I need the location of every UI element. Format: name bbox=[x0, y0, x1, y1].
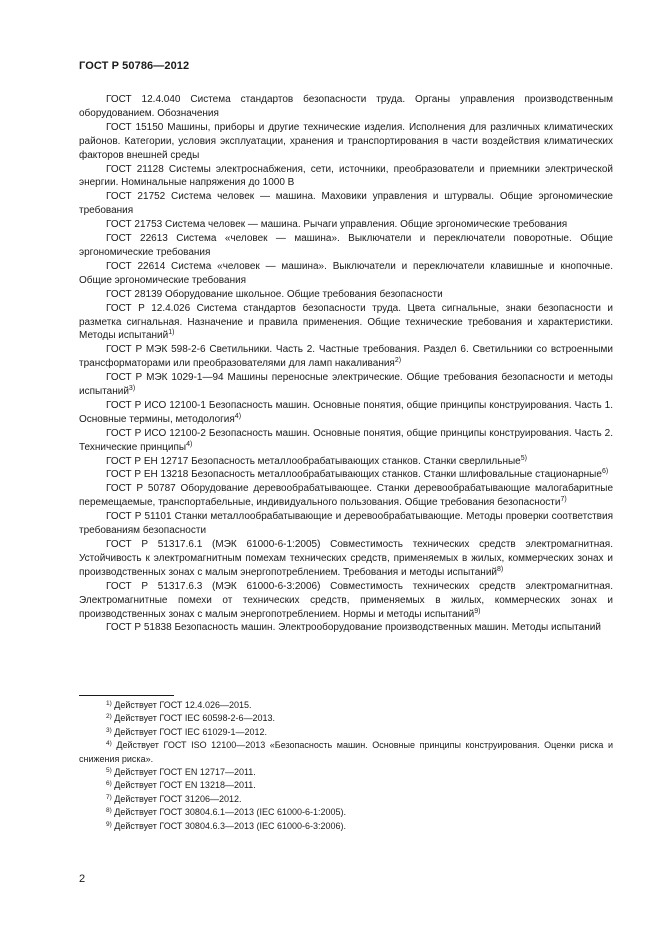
footnote-ref[interactable]: 2) bbox=[394, 357, 402, 365]
normative-references bbox=[79, 93, 613, 635]
footnote: $^{5)}$ Действует ГОСТ EN 12717—2011. bbox=[106, 767, 256, 778]
footnote-ref[interactable]: 6) bbox=[601, 468, 609, 476]
footnote: $^{7)}$ Действует ГОСТ 31206—2012. bbox=[106, 793, 242, 804]
footnote: $^{2)}$ Действует ГОСТ IEC 60598-2-6—2013. bbox=[106, 713, 275, 724]
footnotes bbox=[79, 699, 613, 833]
footnote: $^{3)}$ Действует ГОСТ IEC 61029-1—2012. bbox=[106, 726, 267, 737]
footnote-ref[interactable]: 8) bbox=[497, 565, 504, 573]
reference-entry: ГОСТ Р 51838 Безопасность машин. Электрооборудование производственных машин. Методы испытаний bbox=[106, 622, 601, 634]
footnote: $^{6)}$ Действует ГОСТ EN 13218—2011. bbox=[106, 780, 256, 791]
reference-entry: ГОСТ Р 51317.6.1 (МЭК 61000-6-1:2005) Совместимость технических средств электромагнитная. Устойчивость к электромагнитным помехам технических средств, применяемых в жилых, коммерческих зонах и производственных зонах с малым энергопотреблением. Требования и методы испытаний$^{8)}$ bbox=[79, 539, 613, 578]
footnote-ref[interactable]: 4) bbox=[234, 412, 242, 420]
reference-entry: ГОСТ 28139 Оборудование школьное. Общие требования безопасности bbox=[106, 288, 443, 300]
footnote-ref[interactable]: 9) bbox=[474, 607, 481, 615]
footnote: $^{1)}$ Действует ГОСТ 12.4.026—2015. bbox=[106, 700, 252, 710]
footnote-ref[interactable]: 1) bbox=[168, 329, 175, 337]
reference-entry: ГОСТ 22613 Система «человек — машина». Выключатели и переключатели поворотные. Общие эргономические требования bbox=[79, 233, 613, 258]
reference-entry: ГОСТ Р ЕН 12717 Безопасность металлообрабатывающих станков. Станки сверлильные$^{5)}$ bbox=[106, 454, 527, 467]
page-number: 2 bbox=[79, 873, 86, 885]
reference-entry: ГОСТ 21752 Система человек — машина. Маховики управления и штурвалы. Общие эргономические требования bbox=[79, 191, 613, 217]
document-header: ГОСТ Р 50786—2012 bbox=[79, 60, 190, 72]
footnote-ref[interactable]: 4) bbox=[186, 440, 193, 448]
footnote: $^{4)}$ Действует ГОСТ ISO 12100—2013 «Безопасность машин. Основные принципы конструирования. Оценки риска и снижения риска». bbox=[79, 740, 613, 764]
reference-entry: ГОСТ Р ИСО 12100-1 Безопасность машин. Основные понятия, общие принципы конструирования. Часть 1. Основные термины, методология$^{4)}$ bbox=[79, 399, 613, 425]
reference-entry: ГОСТ Р ЕН 13218 Безопасность металлообрабатывающих станков. Станки шлифовальные стационарные$^{6)}$ bbox=[106, 468, 609, 481]
footnote-divider bbox=[79, 695, 174, 696]
reference-entry: ГОСТ Р МЭК 598-2-6 Светильники. Часть 2. Частные требования. Раздел 6. Светильники со встроенными трансформаторами или преобразователями для ламп накаливания$^{2)}$ bbox=[79, 344, 613, 370]
reference-entry: ГОСТ Р 51317.6.3 (МЭК 61000-6-3:2006) Совместимость технических средств электромагнитная. Электромагнитные помехи от технических средств, применяемых в жилых, коммерческих зонах и производственных зонах с малым энергопотреблением. Нормы и методы испытаний$^{9)}$ bbox=[79, 580, 613, 620]
reference-entry: ГОСТ 12.4.040 Система стандартов безопасности труда. Органы управления производственным оборудованием. Обозначения bbox=[79, 94, 613, 119]
reference-entry: ГОСТ Р ИСО 12100-2 Безопасность машин. Основные понятия, общие принципы конструирования. Часть 2. Технические принципы$^{4)}$ bbox=[79, 427, 613, 453]
footnote: $^{8)}$ Действует ГОСТ 30804.6.1—2013 (IEC 61000-6-1:2005). bbox=[106, 807, 347, 818]
reference-entry: ГОСТ Р 12.4.026 Система стандартов безопасности труда. Цвета сигнальные, знаки безопасности и разметка сигнальная. Назначение и правила применения. Общие технические требования и характеристики. Методы испытаний$^{1)}$ bbox=[79, 302, 613, 342]
footnote-ref[interactable]: 5) bbox=[520, 454, 527, 462]
reference-entry: ГОСТ Р 50787 Оборудование деревообрабатывающее. Станки деревообрабатывающие малогабаритные перемещаемые, транспортабельные, индивидуального пользования. Общие требования безопасности$^{7)}$ bbox=[79, 483, 613, 509]
reference-entry: ГОСТ 15150 Машины, приборы и другие технические изделия. Исполнения для различных климатических районов. Категории, условия эксплуатации, хранения и транспортирования в части воздействия климатических факторов внешней среды bbox=[79, 121, 613, 161]
footnote-ref[interactable]: 7) bbox=[560, 496, 567, 504]
reference-entry: ГОСТ Р 51101 Станки металлообрабатывающие и деревообрабатывающие. Методы проверки соответствия требованиям безопасности bbox=[79, 511, 613, 537]
reference-entry: ГОСТ 21753 Система человек — машина. Рычаги управления. Общие эргономические требования bbox=[106, 219, 568, 231]
footnote-ref[interactable]: 3) bbox=[128, 385, 136, 393]
reference-entry: ГОСТ 22614 Система «человек — машина». Выключатели и переключатели клавишные и кнопочные. Общие эргономические требования bbox=[79, 260, 613, 286]
reference-entry: ГОСТ 21128 Системы электроснабжения, сети, источники, преобразователи и приемники электрической энергии. Номинальные напряжения до 1000 В bbox=[79, 163, 613, 189]
reference-entry: ГОСТ Р МЭК 1029-1—94 Машины переносные электрические. Общие требования безопасности и методы испытаний$^{3)}$ bbox=[79, 372, 613, 398]
footnote: $^{9)}$ Действует ГОСТ 30804.6.3—2013 (IEC 61000-6-3:2006). bbox=[106, 820, 347, 831]
